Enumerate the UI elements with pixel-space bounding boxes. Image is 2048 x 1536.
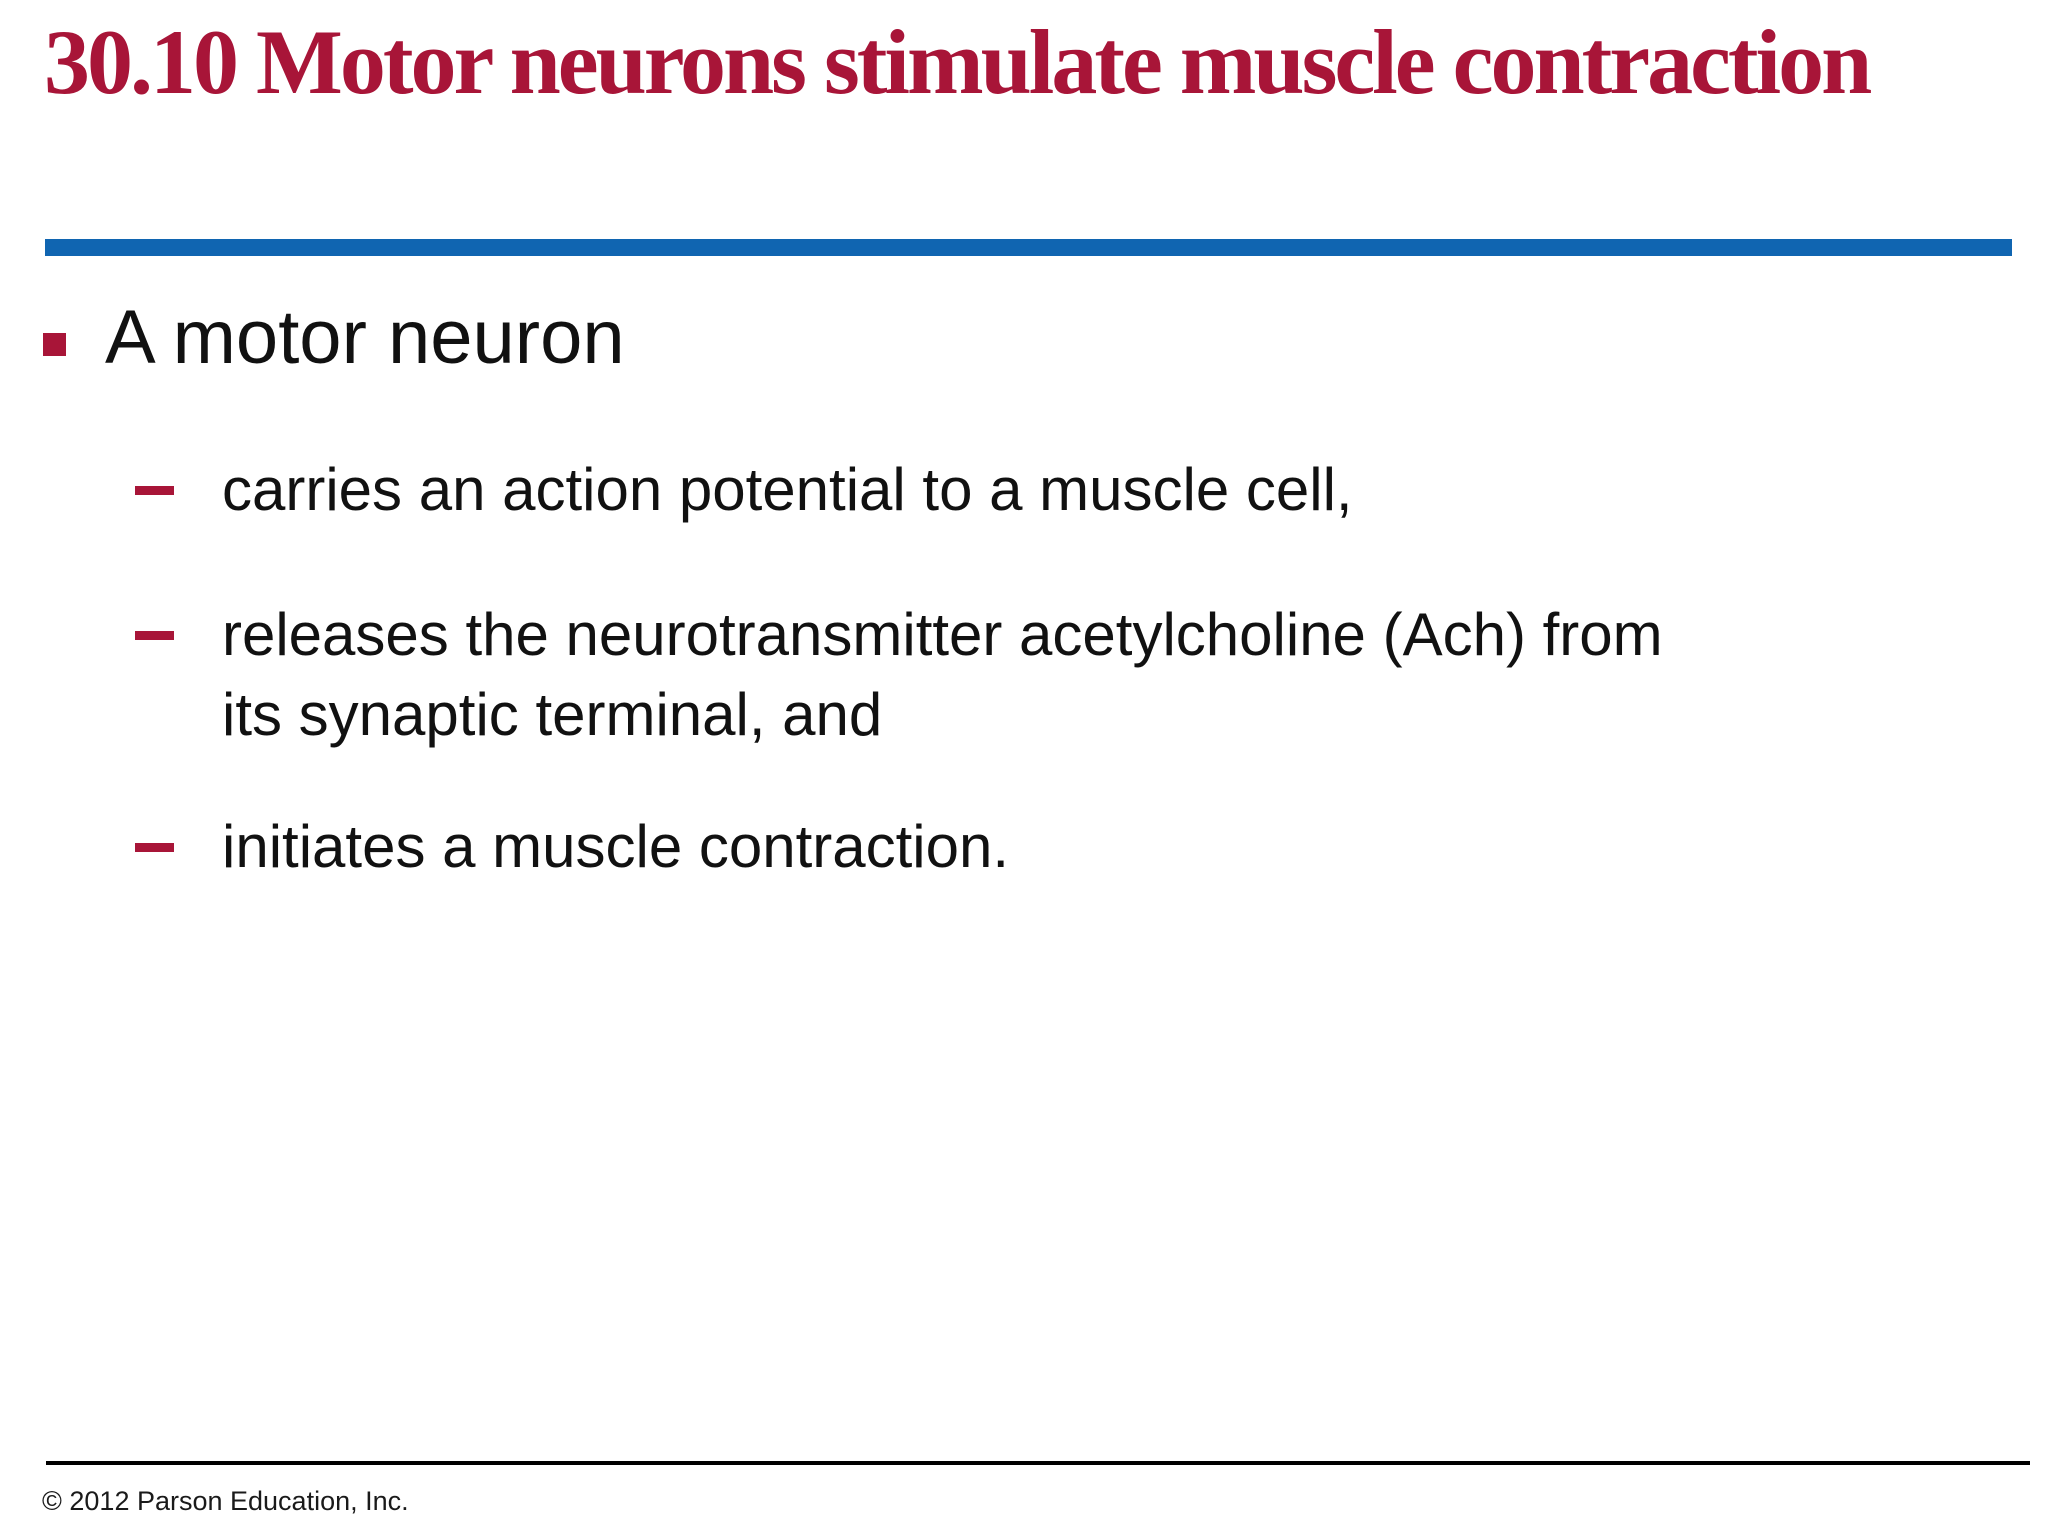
sub-bullet-2-text (222, 595, 1663, 755)
footer-divider-rule (46, 1461, 2030, 1465)
main-bullet-row (43, 295, 625, 380)
title-divider-rule (45, 239, 2012, 256)
sub-bullet-3 (135, 807, 1009, 887)
sub-bullet-3-line-1: initiates a muscle contraction. (222, 813, 1010, 880)
sub-bullet-1-text (222, 450, 1353, 530)
dash-bullet-icon (135, 843, 174, 852)
sub-bullet-2 (135, 595, 1663, 755)
slide-title: 30.10 Motor neurons stimulate muscle contraction (44, 11, 1870, 113)
sub-bullet-2-line-2: its synaptic terminal, and (222, 681, 883, 748)
sub-bullet-1-line-1: carries an action potential to a muscle cell, (222, 456, 1353, 523)
sub-bullet-3-text (222, 807, 1009, 887)
square-bullet-icon (43, 333, 66, 356)
dash-bullet-icon (135, 486, 174, 495)
main-bullet-text: A motor neuron (105, 295, 625, 380)
sub-bullet-2-line-1: releases the neurotransmitter acetylcholine (Ach) from (222, 601, 1663, 668)
copyright-text: © 2012 Parson Education, Inc. (42, 1486, 409, 1516)
sub-bullet-1 (135, 450, 1353, 530)
dash-bullet-icon (135, 631, 174, 640)
